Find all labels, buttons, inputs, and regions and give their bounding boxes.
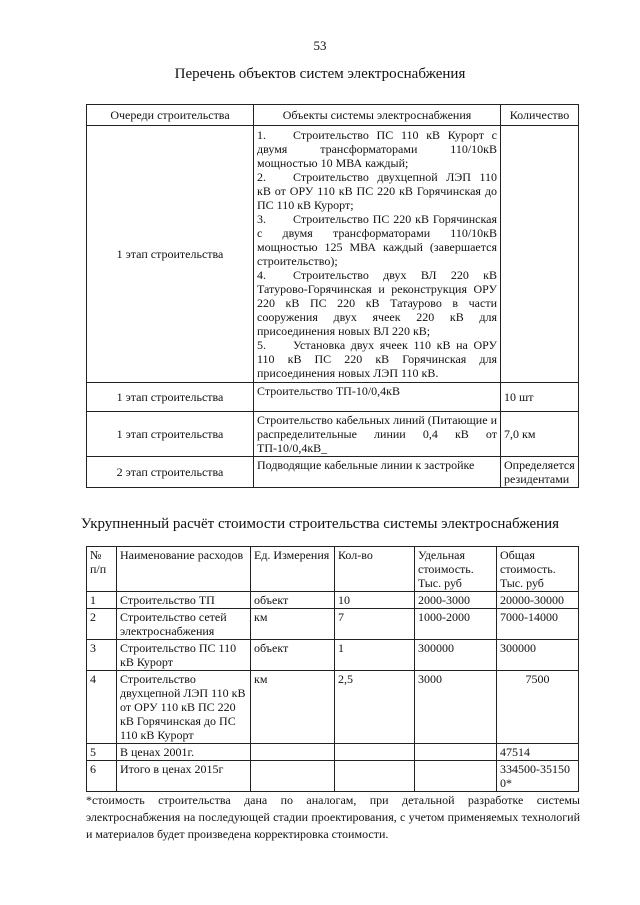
header-stage: Очереди строительства [87,105,254,126]
row-total: 300000 [497,640,579,671]
row-number: 6 [87,761,117,792]
header-number: № п/п [87,547,117,592]
header-name: Наименование расходов [117,547,251,592]
list-item: 3. Строительство ПС 220 кВ Горячинская с двумя трансформаторами 110/10кВ мощностью 125 МВА каждый (завершается строительство); [257,212,497,268]
row-unit: км [251,671,335,744]
row-unit [251,744,335,761]
table-row [87,640,579,671]
row-unit-cost: 1000-2000 [415,609,497,640]
row-number: 4 [87,671,117,744]
row-total: 20000-30000 [497,592,579,609]
cost-table [86,546,579,792]
table-row [87,609,579,640]
header-qty: Кол-во [335,547,415,592]
row-unit-cost [415,761,497,792]
row-qty [335,761,415,792]
row-qty: 7 [335,609,415,640]
row-total: 334500-351500* [497,761,579,792]
row-total: 7000-14000 [497,609,579,640]
row-unit: км [251,609,335,640]
header-quantity: Количество [501,105,579,126]
table-row [87,761,579,792]
quantity-cell: 7,0 км [501,412,579,457]
row-number: 5 [87,744,117,761]
stage-cell: 1 этап строительства [87,412,254,457]
row-unit-cost: 300000 [415,640,497,671]
row-name: Строительство двухцепной ЛЭП 110 кВ от ОРУ 110 кВ ПС 220 кВ Горячинская до ПС 110 кВ Курорт [117,671,251,744]
quantity-cell: 10 шт [501,383,579,412]
row-name: Строительство сетей электроснабжения [117,609,251,640]
table-row [87,383,579,412]
row-total: 7500 [497,671,579,744]
row-unit-cost [415,744,497,761]
table-row [87,126,579,383]
table-row [87,412,579,457]
table1-title: Перечень объектов систем электроснабжения [174,66,466,82]
row-unit-cost: 3000 [415,671,497,744]
header-unit: Ед. Измерения [251,547,335,592]
table-row [87,592,579,609]
quantity-cell: Определяется резидентами [501,457,579,488]
row-unit: объект [251,640,335,671]
row-total: 47514 [497,744,579,761]
row-qty: 10 [335,592,415,609]
stage-cell: 1 этап строительства [87,126,254,383]
row-name: Строительство ТП [117,592,251,609]
list-item: 1. Строительство ПС 110 кВ Курорт с двумя трансформаторами 110/10кВ мощностью 10 МВА каждый; [257,128,497,170]
table-row [87,671,579,744]
row-number: 2 [87,609,117,640]
list-item: 5. Установка двух ячеек 110 кВ на ОРУ 110 кВ ПС 220 кВ Горячинская для присоединения новых ЛЭП 110 кВ. [257,338,497,380]
objects-cell: Строительство кабельных линий (Питающие и распределительные линии 0,4 кВ от ТП-10/0,4кВ_ [254,412,501,457]
row-qty: 2,5 [335,671,415,744]
row-name: Итого в ценах 2015г [117,761,251,792]
objects-cell: Строительство ТП-10/0,4кВ [254,383,501,412]
row-qty: 1 [335,640,415,671]
row-unit-cost: 2000-3000 [415,592,497,609]
list-item: 4. Строительство двух ВЛ 220 кВ Татурово-Горячинская и реконструкция ОРУ 220 кВ ПС 220 кВ Татаурово в части сооружения двух ячеек 220 кВ для присоединения новых ВЛ 220 кВ; [257,268,497,338]
header-objects: Объекты системы электроснабжения [254,105,501,126]
objects-cell: Подводящие кабельные линии к застройке [254,457,501,488]
list-item: 2. Строительство двухцепной ЛЭП 110 кВ от ОРУ 110 кВ ПС 220 кВ Горячинская до ПС 110 кВ Курорт; [257,170,497,212]
row-name: Строительство ПС 110 кВ Курорт [117,640,251,671]
table-row [87,457,579,488]
stage-cell: 1 этап строительства [87,383,254,412]
table2-title: Укрупненный расчёт стоимости строительства системы электроснабжения [80,516,560,532]
quantity-cell [501,126,579,383]
table-header-row [87,547,579,592]
row-number: 1 [87,592,117,609]
table-header-row [87,105,579,126]
row-unit: объект [251,592,335,609]
objects-cell [254,126,501,383]
row-qty [335,744,415,761]
row-unit [251,761,335,792]
objects-table [86,104,579,488]
row-name: В ценах 2001г. [117,744,251,761]
table-row [87,744,579,761]
page-number: 53 [313,38,327,53]
stage-cell: 2 этап строительства [87,457,254,488]
header-unit-cost: Удельная стоимость. Тыс. руб [415,547,497,592]
row-number: 3 [87,640,117,671]
header-total: Общая стоимость. Тыс. руб [497,547,579,592]
footnote: *стоимость строительства дана по аналогам, при детальной разработке системы электроснабжения на последующей стадии проектирования, с учетом применяемых технологий и материалов будет произведена корректировка стоимости. [86,793,580,841]
